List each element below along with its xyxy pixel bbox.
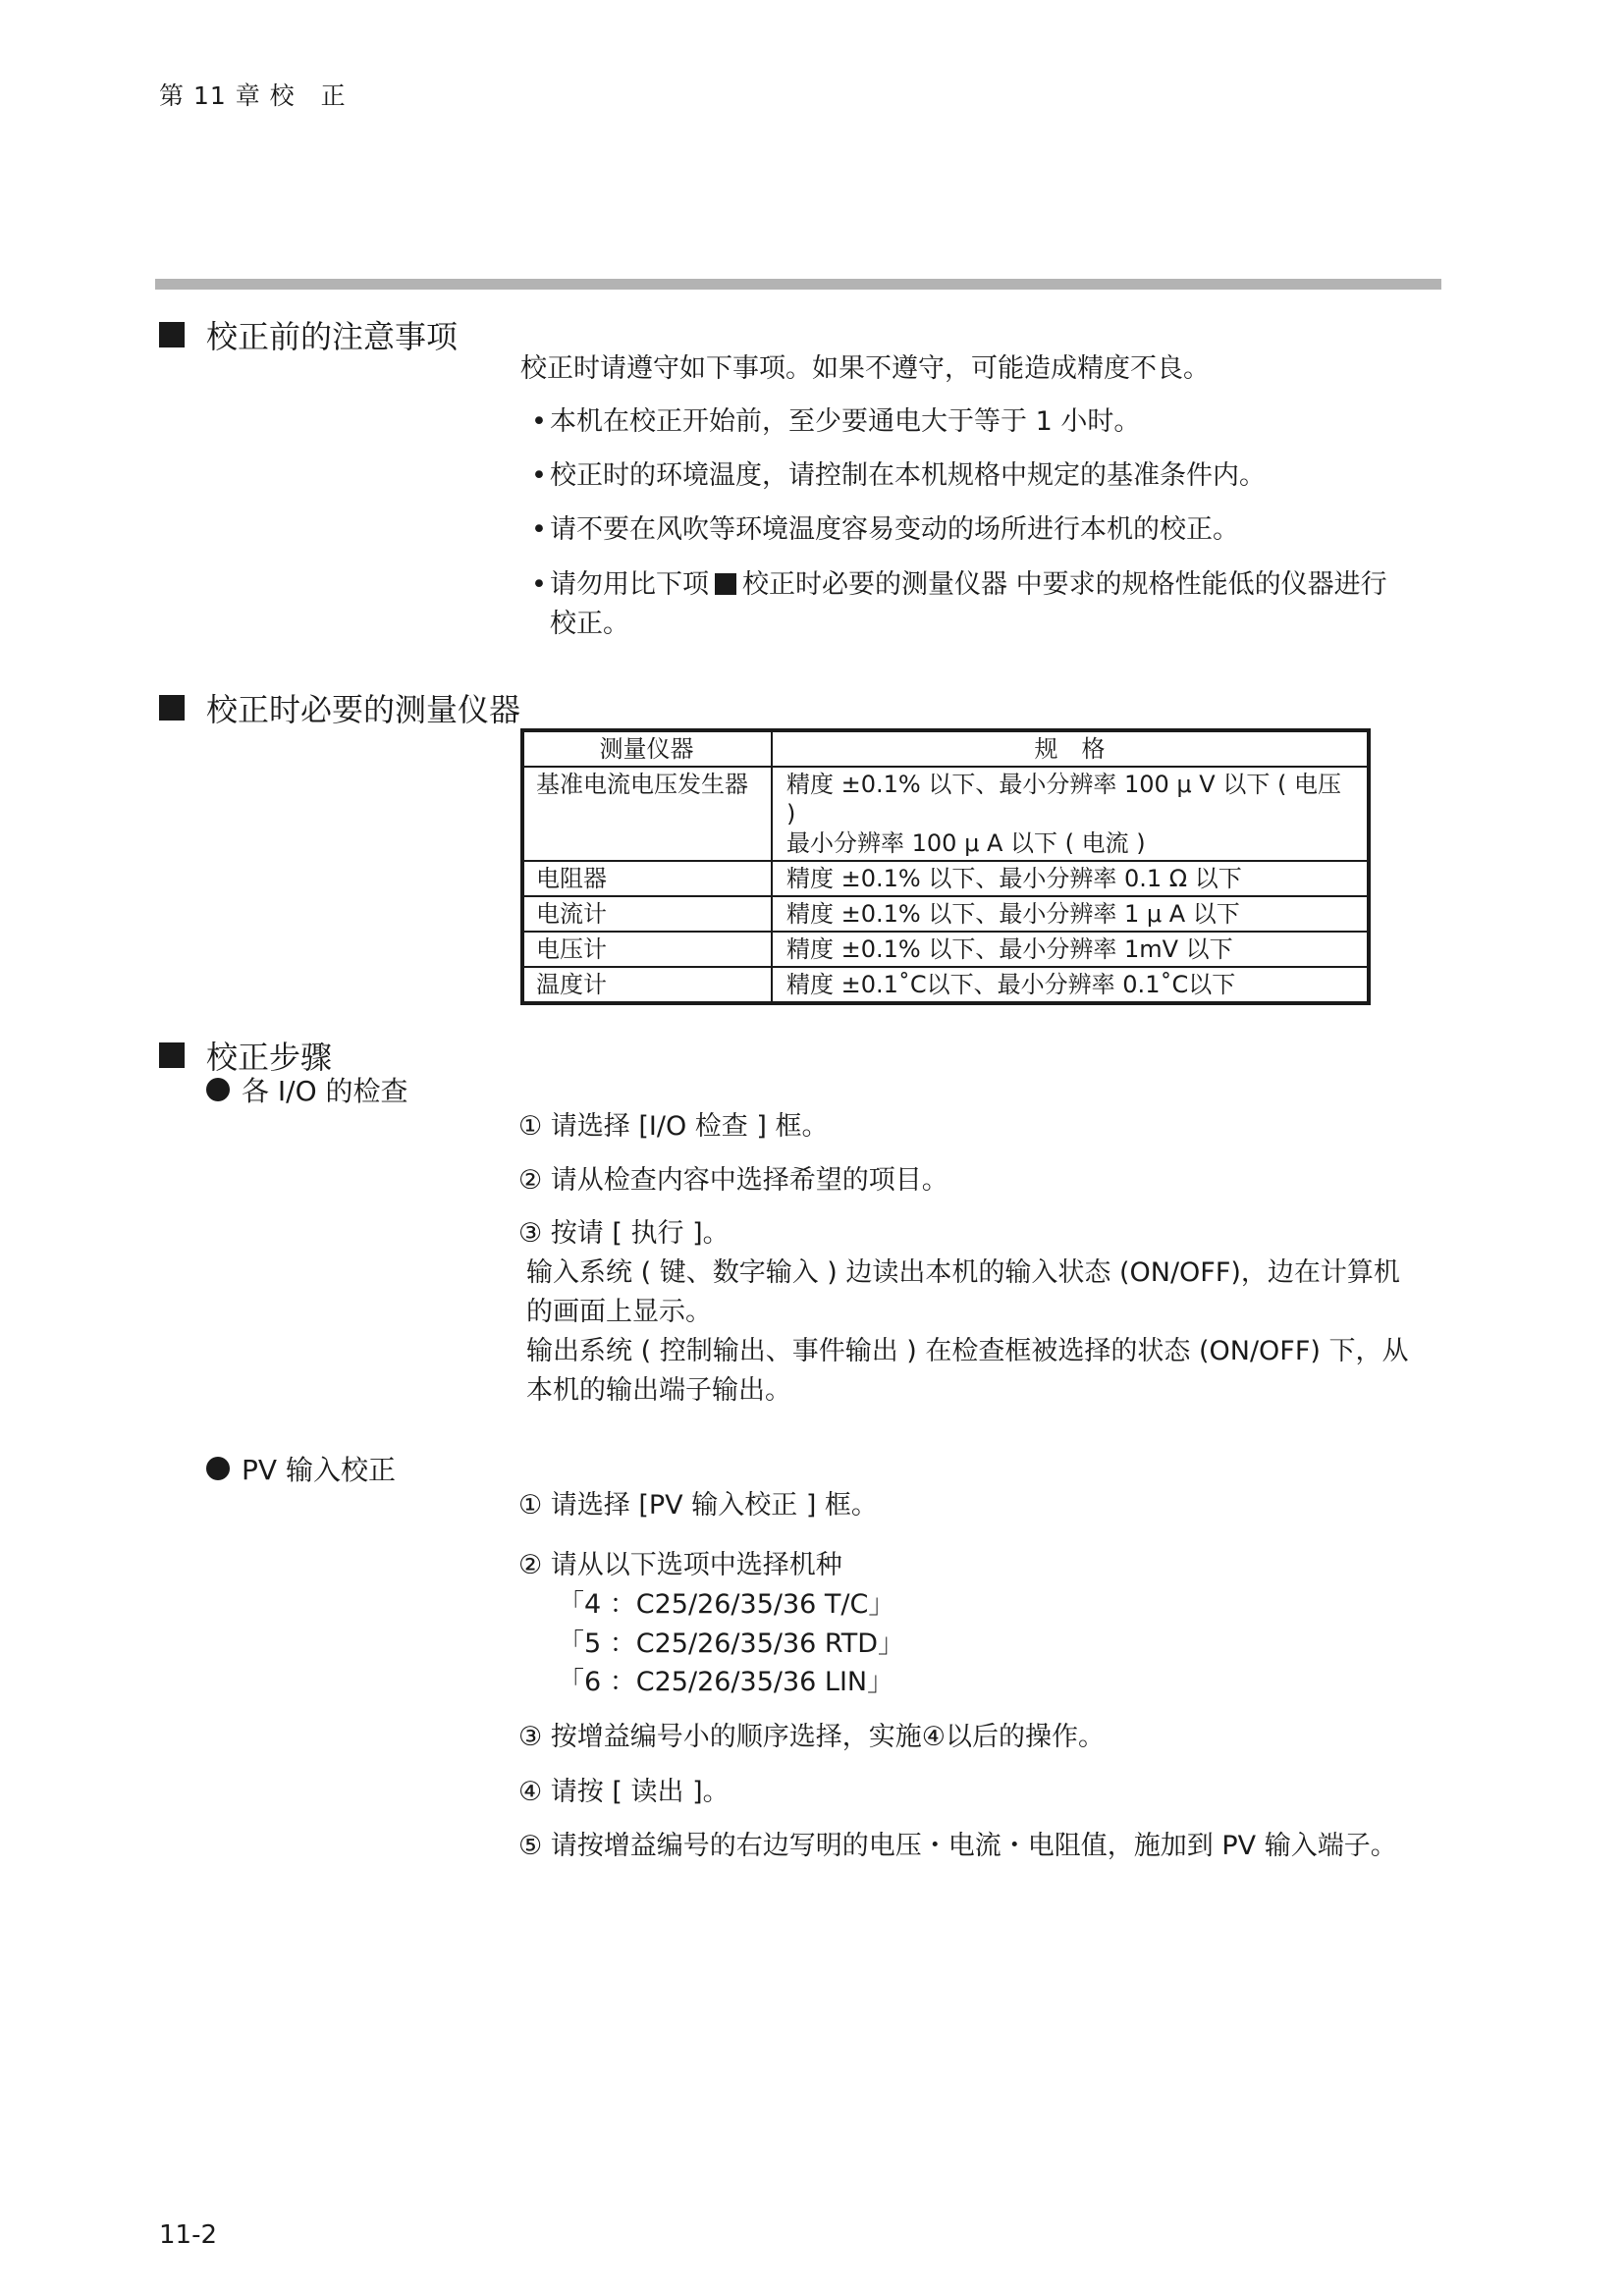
io-step-1: ① 请选择 [I/O 检查 ] 框。 (518, 1111, 829, 1142)
io-step-3: ③ 按请 [ 执行 ]。 (518, 1218, 730, 1249)
pv-step-4: ④ 请按 [ 读出 ]。 (518, 1777, 730, 1807)
circle-bullet-icon (206, 1078, 230, 1101)
io-note-line: 本机的输出端子输出。 (526, 1375, 791, 1406)
io-step-2: ② 请从检查内容中选择希望的项目。 (518, 1165, 948, 1196)
bullet-dot-icon: • (531, 460, 547, 491)
section-heading-instruments (159, 685, 520, 730)
instrument-spec: 精度 ±0.1˚C以下、最小分辨率 0.1˚C以下 (772, 967, 1369, 1003)
bullet-dot-icon: • (531, 514, 547, 545)
subsection-heading-pv-calibration: PV 输入校正 (206, 1449, 396, 1488)
bullet-dot-icon: • (531, 569, 547, 600)
instrument-name: 电阻器 (522, 861, 772, 896)
io-note-line: 输出系统 ( 控制输出、事件输出 ) 在检查框被选择的状态 (ON/OFF) 下，从 (526, 1336, 1409, 1366)
instrument-spec: 精度 ±0.1% 以下、最小分辨率 0.1 Ω 以下 (772, 861, 1369, 896)
square-bullet-icon (159, 695, 185, 721)
pv-step-1: ① 请选择 [PV 输入校正 ] 框。 (518, 1490, 878, 1521)
instrument-spec: 精度 ±0.1% 以下、最小分辨率 1 μ A 以下 (772, 896, 1369, 932)
chapter-header: 第 11 章 校 正 (159, 81, 347, 110)
bullet-dot-icon: • (531, 406, 547, 437)
list-item: • 校正时的环境温度，请控制在本机规格中规定的基准条件内。 (528, 456, 1266, 496)
instrument-spec-table (520, 728, 1371, 1005)
instrument-name: 基准电流电压发生器 (522, 767, 772, 861)
pv-option: 「6 ：C25/26/35/36 LIN」 (558, 1667, 894, 1697)
table-row (522, 932, 1369, 967)
io-note-line: 的画面上显示。 (526, 1297, 712, 1327)
section-heading-precautions (159, 312, 458, 357)
pv-step-5: ⑤ 请按增益编号的右边写明的电压・电流・电阻值，施加到 PV 输入端子。 (518, 1831, 1397, 1861)
header-rule (155, 279, 1441, 290)
table-row (522, 896, 1369, 932)
instrument-name: 电流计 (522, 896, 772, 932)
section-title: 校正前的注意事项 (206, 318, 459, 355)
page-number: 11-2 (159, 2220, 218, 2250)
section-title: 校正时必要的测量仪器 (206, 691, 521, 728)
instrument-name: 电压计 (522, 932, 772, 967)
pv-option: 「4 ：C25/26/35/36 T/C」 (558, 1589, 895, 1620)
instrument-name: 温度计 (522, 967, 772, 1003)
pv-step-2: ② 请从以下选项中选择机种 (518, 1550, 842, 1580)
list-item: • 请勿用比下项 校正时必要的测量仪器 中要求的规格性能低的仪器进行 (528, 565, 1387, 605)
table-row (522, 861, 1369, 896)
table-row (522, 767, 1369, 861)
precautions-intro: 校正时请遵守如下事项。如果不遵守，可能造成精度不良。 (520, 353, 1210, 384)
column-header: 规 格 (772, 730, 1369, 767)
list-item-continuation: 校正。 (550, 609, 629, 639)
square-bullet-icon (159, 1042, 185, 1068)
pv-step-3: ③ 按增益编号小的顺序选择，实施④以后的操作。 (518, 1722, 1105, 1752)
pv-option: 「5 ：C25/26/35/36 RTD」 (558, 1629, 904, 1659)
table-header-row (522, 730, 1369, 767)
section-title: 校正步骤 (206, 1039, 333, 1076)
instrument-spec: 精度 ±0.1% 以下、最小分辨率 1mV 以下 (772, 932, 1369, 967)
square-bullet-icon (159, 322, 185, 347)
list-item: • 请不要在风吹等环境温度容易变动的场所进行本机的校正。 (528, 510, 1239, 550)
table-row (522, 967, 1369, 1003)
subsection-heading-io-check: 各 I/O 的检查 (206, 1070, 408, 1109)
column-header: 测量仪器 (522, 730, 772, 767)
circle-bullet-icon (206, 1457, 230, 1480)
io-note-line: 输入系统 ( 键、数字输入 ) 边读出本机的输入状态 (ON/OFF)，边在计算机 (526, 1257, 1400, 1288)
square-bullet-icon (715, 573, 736, 595)
list-item: • 本机在校正开始前，至少要通电大于等于 1 小时。 (528, 402, 1140, 442)
instrument-spec: 精度 ±0.1% 以下、最小分辨率 100 μ V 以下 ( 电压 ) 最小分辨率 100 μ A 以下 ( 电流 ) (772, 767, 1369, 861)
